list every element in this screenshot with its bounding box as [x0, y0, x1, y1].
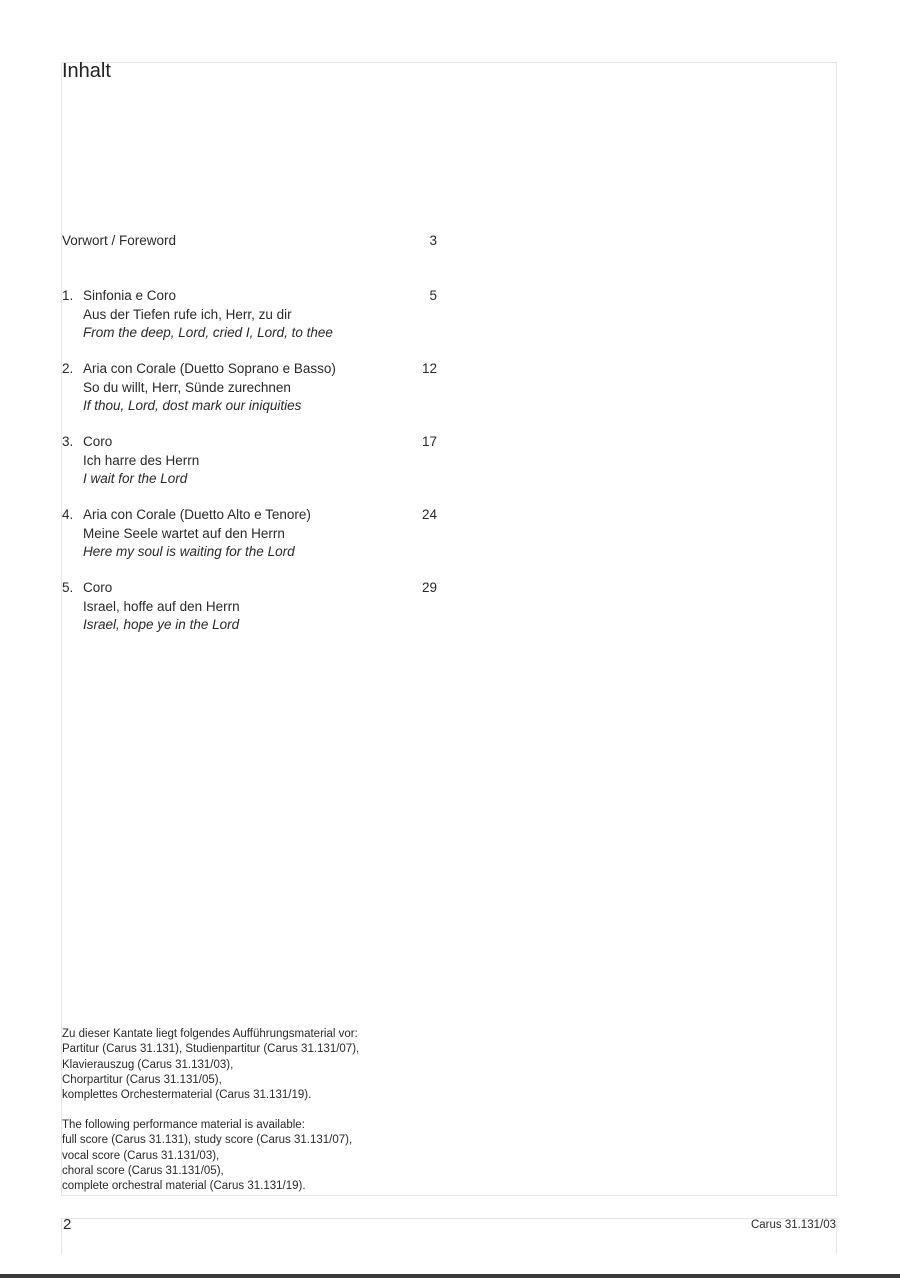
entry-german-text: Aus der Tiefen rufe ich, Herr, zu dir [83, 306, 292, 322]
entry-page: 5 [429, 288, 437, 303]
entry-heading: Coro [83, 434, 113, 449]
note-line: Zu dieser Kantate liegt folgendes Aufführungsmaterial vor: [62, 1028, 358, 1040]
entry-english-text: I wait for the Lord [83, 471, 188, 486]
performance-material-en [62, 1118, 352, 1194]
entry-page: 17 [421, 434, 437, 449]
note-line: Partitur (Carus 31.131), Studienpartitur (Carus 31.131/07), [62, 1043, 360, 1056]
entry-english-text: If thou, Lord, dost mark our iniquities [83, 398, 302, 413]
note-line: choral score (Carus 31.131/05), [62, 1164, 224, 1177]
note-line: Klavierauszug (Carus 31.131/03), [62, 1058, 234, 1071]
note-line: complete orchestral material (Carus 31.131/19). [62, 1180, 306, 1193]
entry-number: 5. [62, 580, 74, 595]
entry-page: 29 [421, 580, 437, 595]
entry-german-text: So du willt, Herr, Sünde zurechnen [83, 379, 291, 395]
entry-german-text: Israel, hoffe auf den Herrn [83, 598, 240, 614]
note-line: Chorpartitur (Carus 31.131/05), [62, 1073, 222, 1086]
page-title: Inhalt [62, 60, 111, 82]
entry-heading: Aria con Corale (Duetto Soprano e Basso) [83, 361, 336, 376]
entry-page: 12 [421, 361, 437, 376]
footer-right-edge [836, 1218, 837, 1254]
foreword-label: Vorwort / Foreword [62, 233, 177, 248]
bottom-edge-bar [0, 1274, 900, 1278]
note-line: komplettes Orchestermaterial (Carus 31.131/19). [62, 1089, 312, 1102]
footer-left-edge [61, 1218, 62, 1254]
entry-german-text: Meine Seele wartet auf den Herrn [83, 525, 285, 541]
footer-page-number: 2 [63, 1216, 72, 1233]
entry-number: 1. [62, 288, 74, 303]
note-line: full score (Carus 31.131), study score (Carus 31.131/07), [62, 1134, 353, 1147]
entry-page: 24 [421, 507, 437, 522]
footer-divider [61, 1218, 837, 1219]
entry-number: 3. [62, 434, 74, 449]
entry-heading: Sinfonia e Coro [83, 288, 177, 303]
entry-number: 2. [62, 361, 74, 376]
entry-german-text: Ich harre des Herrn [83, 452, 200, 468]
entry-heading: Coro [83, 580, 113, 595]
entry-heading: Aria con Corale (Duetto Alto e Tenore) [83, 507, 311, 522]
entry-english-text: Here my soul is waiting for the Lord [83, 544, 295, 559]
footer-catalog-ref: Carus 31.131/03 [750, 1219, 836, 1231]
note-line: The following performance material is available: [62, 1119, 305, 1131]
note-line: vocal score (Carus 31.131/03), [62, 1149, 220, 1162]
foreword-page: 3 [429, 233, 437, 248]
entry-number: 4. [62, 507, 74, 522]
performance-material-de [62, 1027, 359, 1103]
entry-english-text: Israel, hope ye in the Lord [83, 617, 240, 632]
entry-english-text: From the deep, Lord, cried I, Lord, to thee [83, 325, 333, 340]
